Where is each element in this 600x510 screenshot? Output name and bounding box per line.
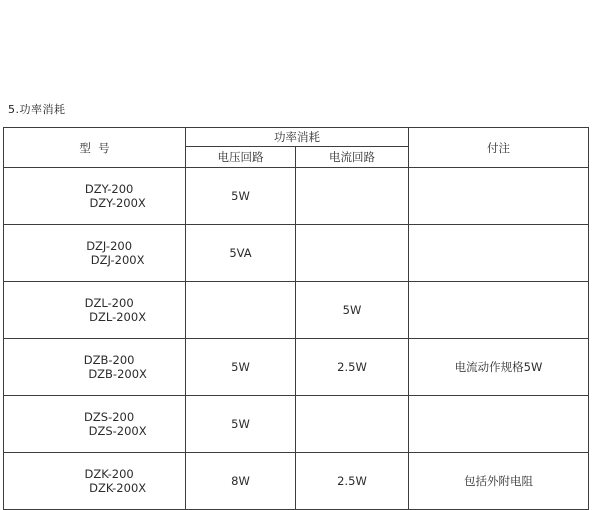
- note-cell: [409, 168, 589, 225]
- table-row-dzs: [4, 396, 589, 453]
- model-name-b: DZK-200X: [89, 481, 147, 495]
- voltage-cell: 5VA: [186, 225, 296, 282]
- voltage-cell: 5W: [186, 168, 296, 225]
- model-cell: [4, 168, 186, 225]
- model-name-a: DZS-200: [84, 410, 135, 424]
- voltage-cell: 8W: [186, 453, 296, 510]
- header-notes: 付注: [409, 128, 589, 168]
- table-row-dzy: [4, 168, 589, 225]
- power-consumption-table: [3, 127, 589, 510]
- table-row-dzk: [4, 453, 589, 510]
- model-name-b: DZB-200X: [88, 367, 147, 381]
- current-cell: [296, 168, 409, 225]
- header-model: 型 号: [4, 128, 186, 168]
- section-title: 5.功率消耗: [8, 103, 66, 116]
- current-cell: 2.5W: [296, 453, 409, 510]
- note-cell: [409, 225, 589, 282]
- model-cell: [4, 453, 186, 510]
- note-cell: [409, 282, 589, 339]
- model-name-b: DZS-200X: [88, 424, 147, 438]
- header-power-group: 功率消耗: [186, 128, 409, 147]
- model-name-a: DZL-200: [84, 296, 134, 310]
- voltage-cell: 5W: [186, 339, 296, 396]
- header-voltage-circuit: 电压回路: [186, 147, 296, 168]
- voltage-cell: 5W: [186, 396, 296, 453]
- model-name-b: DZL-200X: [89, 310, 147, 324]
- table-row-dzb: [4, 339, 589, 396]
- model-cell: [4, 282, 186, 339]
- current-cell: [296, 225, 409, 282]
- model-cell: [4, 396, 186, 453]
- note-cell: 包括外附电阻: [409, 453, 589, 510]
- current-cell: [296, 396, 409, 453]
- table-row-dzj: [4, 225, 589, 282]
- model-name-a: DZB-200: [83, 353, 135, 367]
- note-cell: 电流动作规格5W: [409, 339, 589, 396]
- model-cell: [4, 339, 186, 396]
- model-name-a: DZJ-200: [86, 239, 133, 253]
- current-cell: 2.5W: [296, 339, 409, 396]
- header-current-circuit: 电流回路: [296, 147, 409, 168]
- model-name-b: DZJ-200X: [90, 253, 145, 267]
- header-row-1: [4, 128, 589, 147]
- model-name-b: DZY-200X: [89, 196, 146, 210]
- model-cell: [4, 225, 186, 282]
- model-name-a: DZY-200: [84, 182, 134, 196]
- table-row-dzl: [4, 282, 589, 339]
- note-cell: [409, 396, 589, 453]
- voltage-cell: [186, 282, 296, 339]
- current-cell: 5W: [296, 282, 409, 339]
- model-name-a: DZK-200: [84, 467, 134, 481]
